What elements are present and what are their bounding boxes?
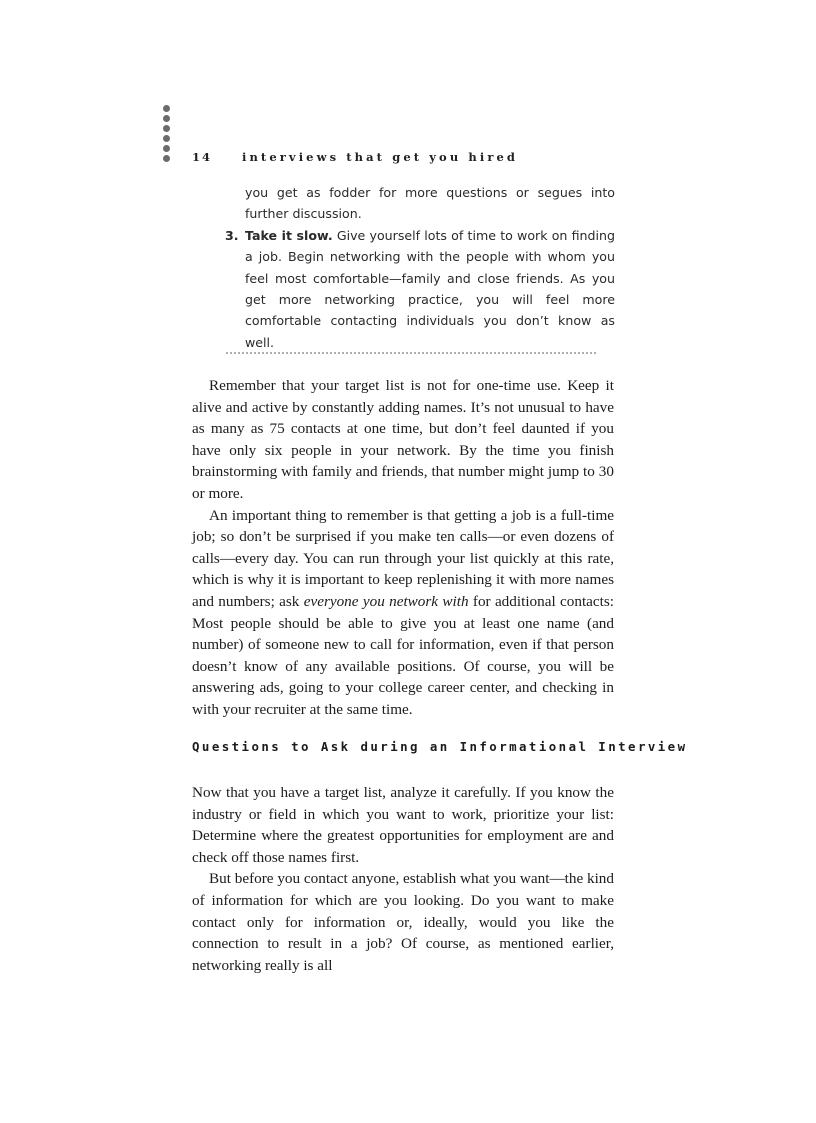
tip-item-number: 3.	[225, 227, 239, 243]
page-number: 14	[192, 150, 213, 164]
paragraph: But before you contact anyone, establish what you want—the kind of information for which are you looking. Do you want to make contact only for information or, ideally, would you like the connection to result in a job? Of course, as mentioned earlier, networking really is all	[192, 870, 614, 974]
paragraph-text: for additional contacts: Most people should be able to give you at least one name (and number) of someone new to call for information, even if that person doesn’t know of any available positions. Of course, you will be answering ads, going to your college career center, and checking in with your recruiter at the same time.	[192, 592, 614, 718]
section-target-list	[192, 375, 614, 721]
dotted-divider	[225, 352, 598, 354]
tip-continued-text: you get as fodder for more questions or segues into further discussion.	[245, 185, 615, 222]
section-heading: Questions to Ask during an Informational Interview	[192, 739, 688, 754]
running-head	[192, 150, 518, 164]
emphasis-text: everyone you network with	[303, 592, 469, 610]
tip-item	[225, 225, 615, 353]
paragraph: Now that you have a target list, analyze it carefully. If you know the industry or field in which you want to work, prioritize your list: Determine where the greatest opportunities for employment are and check off those names first.	[192, 784, 614, 866]
dot-icon	[163, 105, 170, 112]
dot-icon	[163, 145, 170, 152]
tip-item-lead: Take it slow.	[245, 227, 333, 243]
dot-icon	[163, 135, 170, 142]
tip-box	[225, 182, 615, 353]
paragraph: Remember that your target list is not for one-time use. Keep it alive and active by constantly adding names. It’s not unusual to have as many as 75 contacts at one time, but don’t feel daunted if you have only six people in your network. By the time you finish brainstorming with family and friends, that number might jump to 30 or more.	[192, 377, 614, 502]
paragraph-text: An important thing to remember is that getting a job is a full-time job; so don’t be surprised if you make ten calls—or even dozens of calls—every day. You can run through your list quickly at this rate, which is why it is important to keep replenishing it with more names and numbers; ask	[192, 506, 614, 610]
dot-icon	[163, 125, 170, 132]
dot-icon	[163, 155, 170, 162]
paragraph	[192, 505, 614, 721]
dot-icon	[163, 115, 170, 122]
book-title: interviews that get you hired	[242, 150, 519, 164]
tip-item-text: Give yourself lots of time to work on finding a job. Begin networking with the people with whom you feel most comfortable—family and close friends. As you get more networking practice, you will feel more comfortable contacting individuals you don’t know as well.	[245, 227, 615, 350]
section-informational-interview	[192, 782, 614, 976]
margin-dot-ornament	[163, 105, 173, 165]
